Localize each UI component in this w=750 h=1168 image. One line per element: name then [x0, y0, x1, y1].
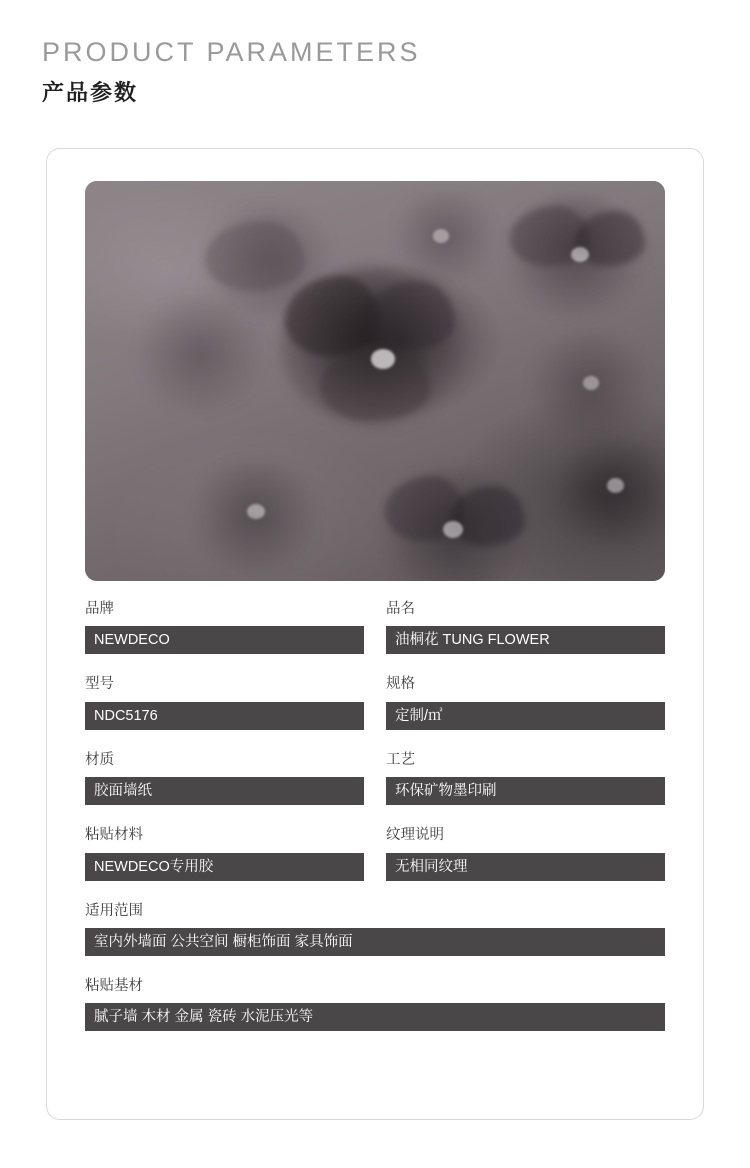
parameter-row	[85, 752, 665, 805]
parameter-row	[85, 903, 665, 956]
stamen-top-center	[433, 229, 449, 243]
parameter-value: 环保矿物墨印刷	[386, 777, 665, 805]
parameter-value: 胶面墙纸	[85, 777, 364, 805]
stamen-bottom-center	[443, 521, 463, 538]
parameter-value: 定制/㎡	[386, 702, 665, 730]
page-header	[0, 0, 750, 106]
parameter-craft	[386, 752, 665, 805]
parameter-label: 粘贴基材	[85, 977, 143, 994]
page-title-cn: 产品参数	[42, 79, 139, 105]
parameter-label: 规格	[386, 676, 415, 693]
parameter-value: 油桐花 TUNG FLOWER	[386, 626, 665, 654]
parameter-value: 腻子墙 木材 金属 瓷砖 水泥压光等	[85, 1003, 665, 1031]
parameter-value: 无相同纹理	[386, 853, 665, 881]
parameter-value: NEWDECO专用胶	[85, 853, 364, 881]
parameter-texture-note	[386, 827, 665, 880]
stamen-top-right	[571, 247, 589, 262]
parameter-row	[85, 827, 665, 880]
parameter-substrate	[85, 978, 665, 1031]
parameter-application-scope	[85, 903, 665, 956]
parameter-material	[85, 752, 364, 805]
parameter-value: NDC5176	[85, 702, 364, 730]
stamen-right-middle	[583, 376, 599, 390]
parameter-label: 粘贴材料	[85, 827, 143, 844]
parameter-card	[46, 148, 704, 1120]
product-swatch-image	[85, 181, 665, 581]
parameter-row	[85, 676, 665, 729]
parameter-value: 室内外墙面 公共空间 橱柜饰面 家具饰面	[85, 928, 665, 956]
parameter-label: 型号	[85, 676, 114, 693]
parameter-label: 适用范围	[85, 902, 143, 919]
parameter-row	[85, 601, 665, 654]
stamen-lower-left	[247, 504, 265, 519]
parameter-label: 材质	[85, 751, 114, 768]
blossom-left-middle	[130, 296, 270, 411]
parameter-model	[85, 676, 364, 729]
parameter-label: 纹理说明	[386, 827, 444, 844]
parameter-row	[85, 978, 665, 1031]
parameter-label: 工艺	[386, 751, 415, 768]
parameter-adhesive	[85, 827, 364, 880]
parameter-specification	[386, 676, 665, 729]
parameter-brand	[85, 601, 364, 654]
parameter-label: 品名	[386, 601, 415, 617]
parameter-label: 品牌	[85, 601, 114, 617]
stamen-bottom-right	[607, 478, 624, 493]
parameter-product-name	[386, 601, 665, 654]
stamen-center	[371, 349, 395, 369]
page-title-en: PRODUCT PARAMETERS	[42, 37, 421, 67]
parameter-value: NEWDECO	[85, 626, 364, 654]
parameter-grid	[85, 601, 665, 1053]
